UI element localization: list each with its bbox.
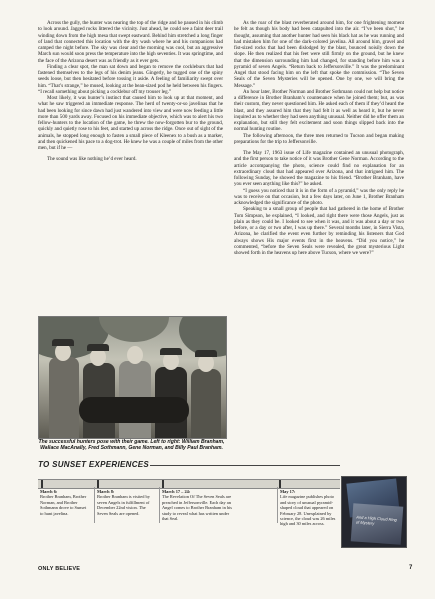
paragraph: “I guess you noticed that it is in the form of a pyramid,” was the only reply he was to receive on that occasion, but a few days later, on June 1, Brother Branham acknowledged the significance of the photo. bbox=[234, 187, 404, 206]
timeline-text: Brother Branham, Brother Norman, and Brother Sothmann drove to Sunset to hunt javelina. bbox=[40, 494, 87, 516]
photo-caption: The successful hunters pose with their game. Left to right: William Branham, Wallace MacAnally, Fred Sothmann, Gene Norman, and Billy Paul Branham. bbox=[38, 439, 225, 452]
left-text-column bbox=[38, 20, 223, 163]
timeline-date: March 8: bbox=[97, 489, 115, 494]
paragraph: Most likely, it was hunter’s instinct that caused him to look up at that moment, and what he saw triggered an immediate response. The herd of twenty-or-so javelinas that he had been looking for since dawn had just wandered into view and were now feeding a little more than 500 yards away. Focused on his immediate objective, which was to alert his two fellow-hunters to the location of the game, he threw the now-forgotten bur to the ground, quickly and quietly rose to his feet, and started up across the ridge. Once out of sight of the animals, he stopped long enough to fasten a small piece of Kleenex to a bush as a marker, and then quickened his pace to a dog-trot. He knew he was a couple of miles from the other men, but if he — bbox=[38, 95, 223, 151]
hat bbox=[52, 339, 74, 346]
timeline-tick bbox=[97, 480, 99, 488]
paragraph: As the roar of the blast reverberated around him, for one frightening moment he felt as though his body had been catapulted into the air. “I’ve been shot,” he thought, assuming that another hunter had seen his black hat as he was running and had mistaken him for one of the dark-colored javelina. All around him, gravel and fist-sized rocks that had been dislodged by the blast, bounced noisily down the slope. He then realized that his feet were still firmly on the ground, but he knew that the dimension surrounding him had changed, for standing before him was a pyramid of seven Angels. “Return back to Jeffersonville.” It was the predominant Angel that stood facing him on the left that spoke the commission. “The Seven Seals of the Seven Mysteries will be opened. One by one, we will bring the Message.” bbox=[234, 20, 404, 89]
game-animal bbox=[79, 397, 189, 423]
paragraph: The sound was like nothing he’d ever heard. bbox=[47, 156, 137, 163]
person-head bbox=[127, 346, 143, 364]
person-figure bbox=[191, 369, 221, 439]
right-text-column bbox=[234, 20, 404, 256]
timeline-entry bbox=[97, 489, 153, 516]
timeline-date: March 17 – 24: bbox=[162, 489, 191, 494]
paragraph: The following afternoon, the three men returned to Tucson and began making preparations for the trip to Jeffersonville. bbox=[234, 132, 404, 145]
timeline-bar bbox=[38, 479, 340, 489]
heading-rule bbox=[150, 465, 340, 466]
timeline-divider bbox=[277, 487, 278, 523]
timeline-entry bbox=[40, 489, 88, 516]
page-number: 7 bbox=[409, 565, 413, 571]
paragraph: The May 17, 1963 issue of Life magazine contained an unusual photograph, and the first person to take notice of it was Brother Gene Norman. According to the article accompanying the photo, science could find no explanation for an extraordinary cloud that had appeared over Arizona, and that intrigued him. The following Sunday, he showed the magazine to his friend. “Brother Branham, have you ever seen anything like this?” he asked. bbox=[234, 150, 404, 188]
hat bbox=[87, 344, 109, 351]
hat bbox=[160, 348, 182, 355]
timeline-heading: TO SUNSET EXPERIENCES bbox=[38, 460, 150, 469]
timeline-date: May 17: bbox=[280, 489, 296, 494]
paragraph: An hour later, Brother Norman and Brother Sothmann could not help but notice a difference in Brother Branham’s countenance when he joined them; but, as was their custom, they never questioned him. He asked each of them if they’d heard the blast, and they assured him that they had felt it as well as heard it, but he never inquired as to whether they had seen anything unusual. Neither did he offer them an explanation, but still they felt excitement and soon things slipped back into the normal hunting routine. bbox=[234, 88, 404, 133]
timeline-text: Brother Branham is visited by seven Angels in fulfillment of December 22nd vision. The Seven Seals are opened. bbox=[97, 494, 150, 516]
tree-shape bbox=[99, 316, 169, 342]
person-figure bbox=[49, 357, 79, 439]
life-magazine-image bbox=[341, 476, 407, 548]
timeline-date: March 6: bbox=[40, 489, 58, 494]
timeline-tick bbox=[279, 480, 281, 488]
timeline-entry bbox=[162, 489, 236, 521]
magazine-cover-text: And a High Cloud Ring of Mystery bbox=[355, 514, 398, 526]
timeline-tick bbox=[41, 480, 43, 488]
timeline-text: The Revelation Of The Seven Seals are preached in Jeffersonville. Each day an Angel comes to Brother Branham in his study to reveal what has written under that Seal. bbox=[162, 494, 232, 522]
timeline-tick bbox=[162, 480, 164, 488]
publication-name: ONLY BELIEVE bbox=[38, 566, 81, 572]
timeline-divider bbox=[94, 487, 95, 523]
paragraph: Speaking to a small group of people that had gathered in the home of Brother Tom Simpson, he explained, “I looked, and right there were those Angels, just as plain as they could be. I looked to see when it was, and it was about a day or two before, or a day or two after, I was up there.” Several months later, in Sierra Vista, Arizona, he clarified the event even further by reminding his listeners that God always shows His major events first in the heavens. “Did you notice,” he commented, “before the Seven Seals were revealed, the great mysterious Light showed forth in the heavens up here above Tucson, where we were?” bbox=[234, 206, 404, 256]
paragraph: Finding a clear spot, the man sat down and began to remove the cockleburs that had fastened themselves to the legs of his denim jeans. Gingerly, he tugged one of the spiny seeds loose, but then hesitated before tossing it aside. A feeling of familiarity swept over him. “That’s strange,” he mused, looking at the bean-sized pod he held between his fingers. “I recall something about picking a cocklebur off my trouser leg.” bbox=[38, 63, 223, 95]
hunters-photo bbox=[38, 316, 227, 439]
hat bbox=[195, 350, 217, 357]
timeline-text: Life magazine publishes photo and story of unusual pyramid-shaped cloud that appeared on February 28. Unexplained by science, the cloud was 26 miles high and 30 miles across. bbox=[280, 494, 336, 527]
paragraph: Across the gully, the hunter was nearing the top of the ridge and he paused in his climb to look around. Jagged rocks littered the vicinity. Just ahead, he could see a faint deer trail winding down from the high mesa that swept eastward. Behind him stretched a long finger of land that connected this location with the dry wash where he and his companions had camped the night before. The sky was clear and the morning was cool, but an aggressive March sun would soon press the temperature into the high seventies. It was springtime, and the face of the Arizona desert was as friendly as it ever gets. bbox=[38, 20, 223, 64]
timeline-entry bbox=[280, 489, 336, 527]
timeline-divider bbox=[159, 487, 160, 523]
